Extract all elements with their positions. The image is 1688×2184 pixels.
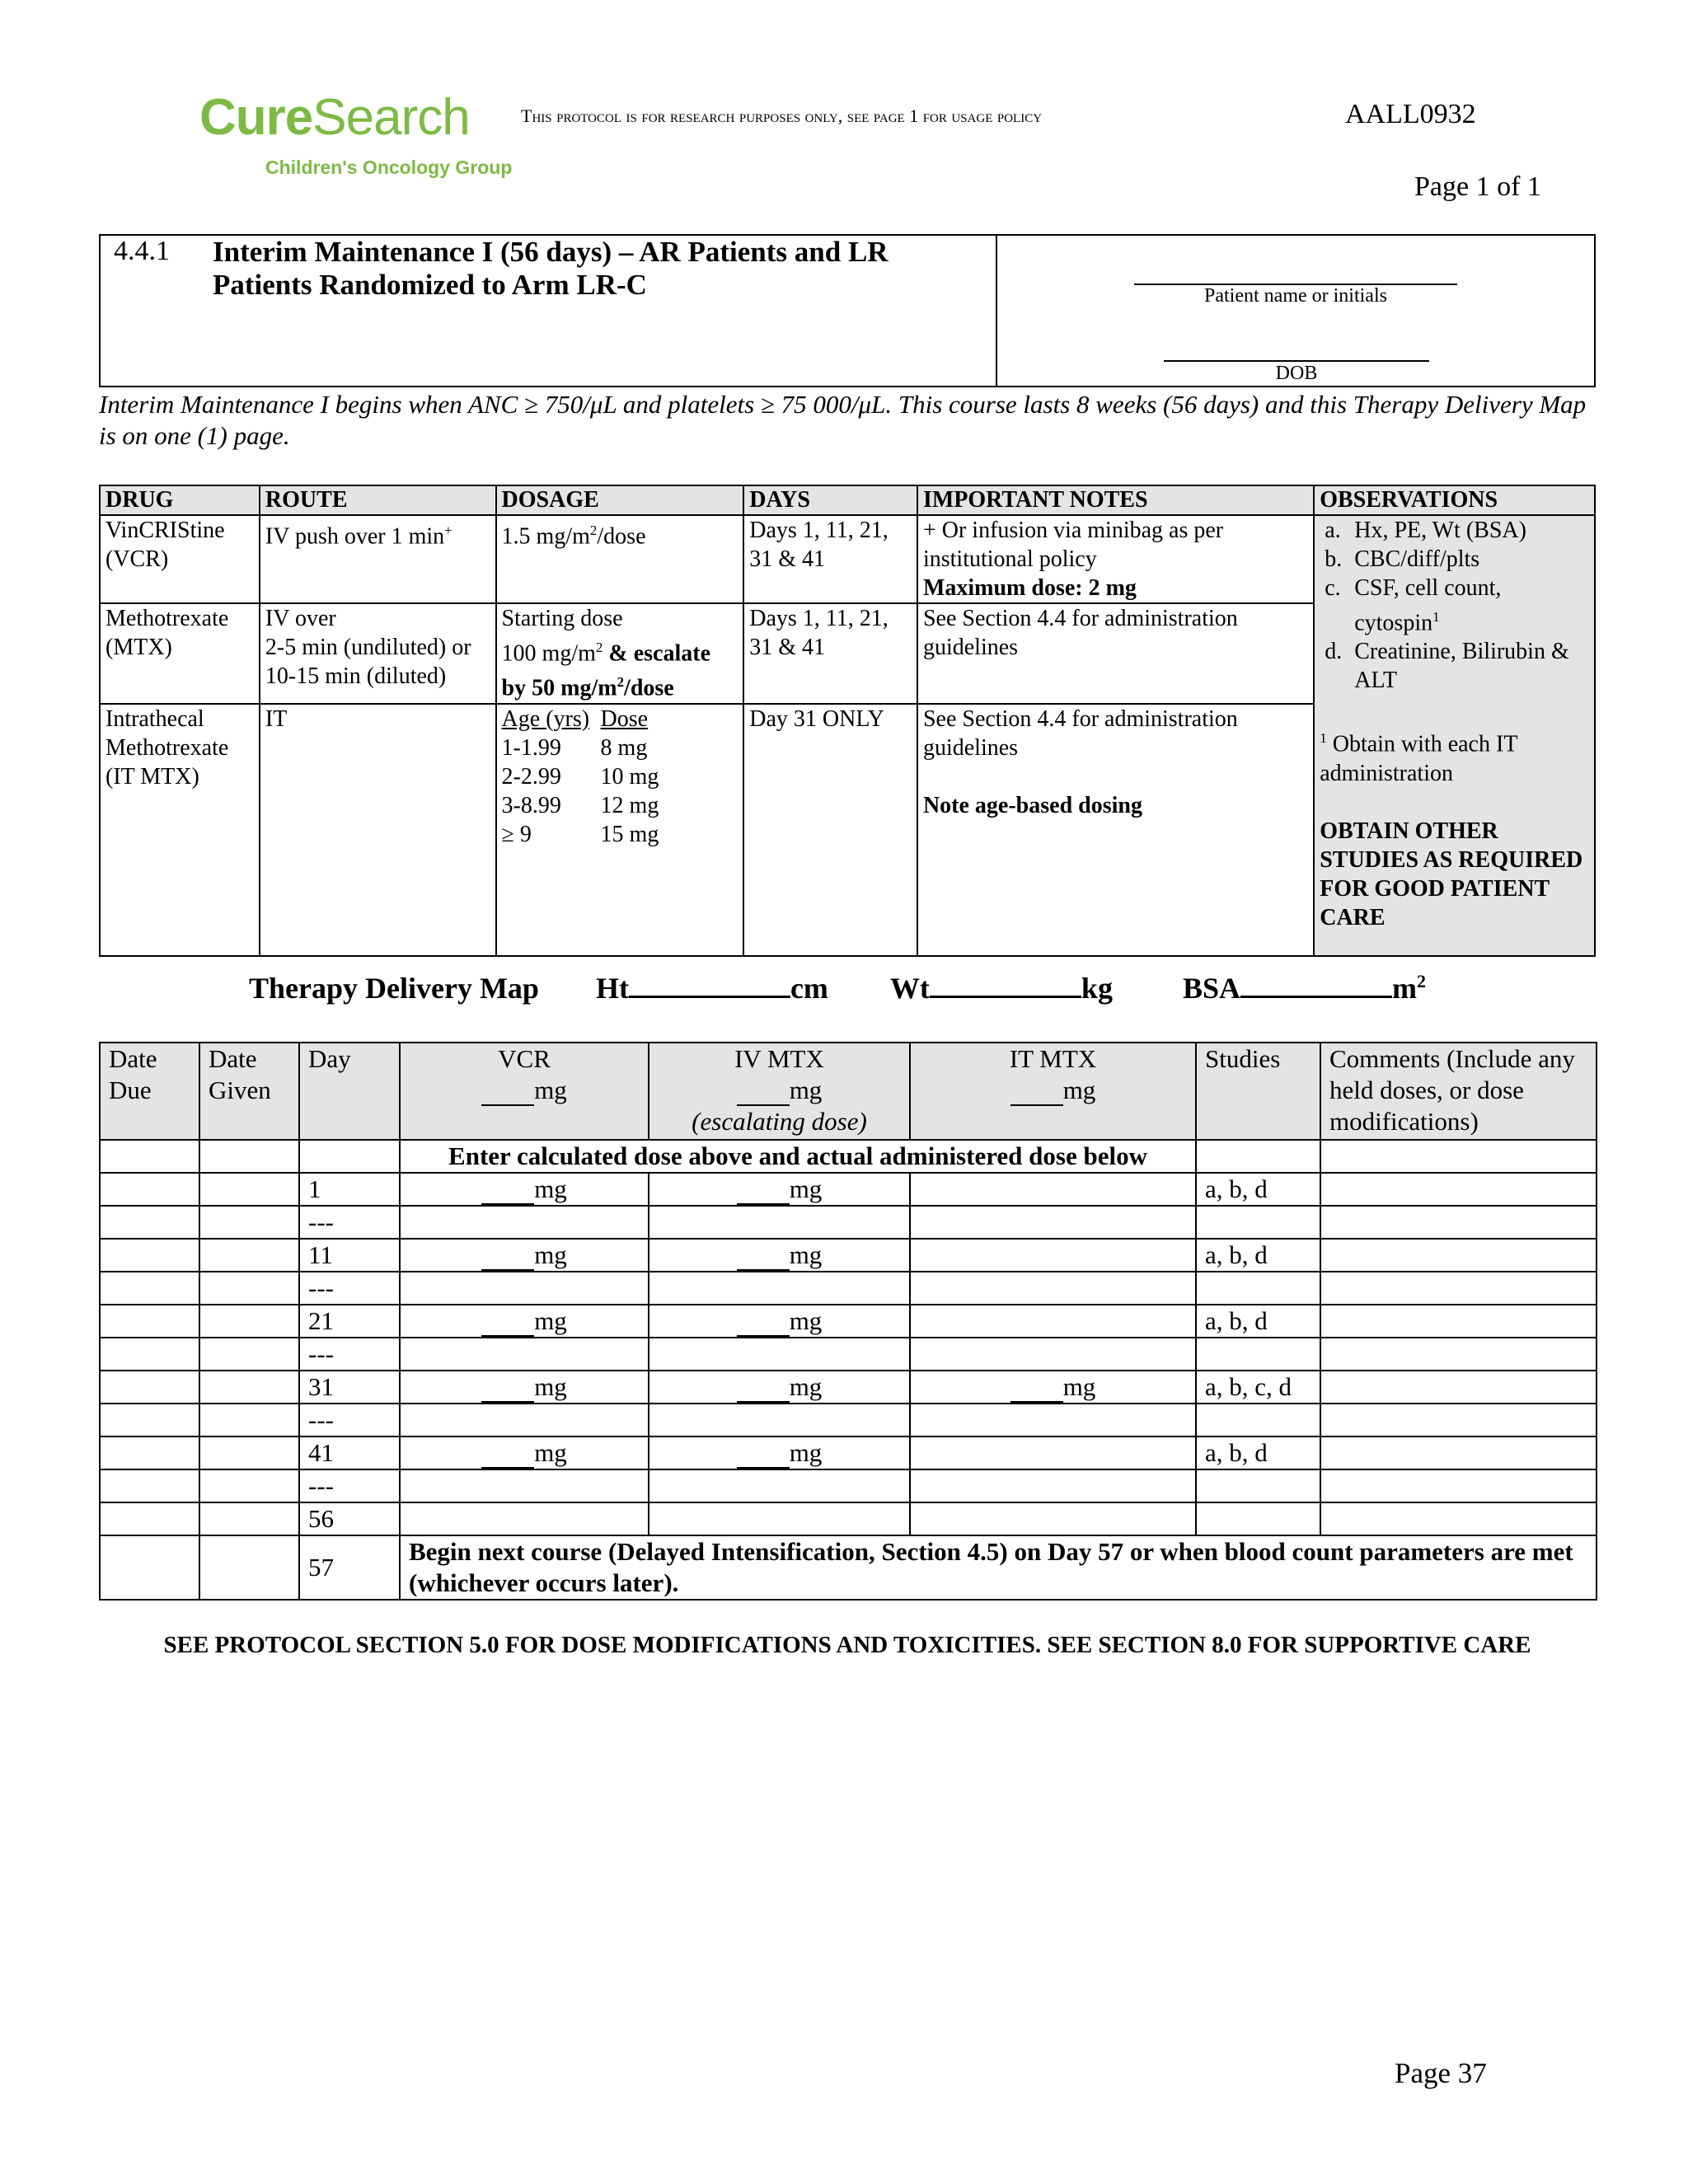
mtx-escalate: & escalate (603, 640, 710, 667)
ivmtx-cell[interactable] (649, 1371, 910, 1404)
drug-table-header (100, 485, 1595, 515)
comments-cell[interactable] (1320, 1239, 1597, 1272)
date-given-cell[interactable] (199, 1404, 299, 1436)
studies-cell (1196, 1206, 1320, 1239)
usage-notice: This protocol is for research purposes only, see page 1 for usage policy (521, 105, 1043, 126)
mg-unit: mg (789, 1174, 823, 1203)
map-row-day-31 (100, 1371, 1597, 1404)
mtx-drug-abbr: (MTX) (106, 635, 172, 660)
date-due-cell[interactable] (100, 1502, 199, 1535)
mtx-dose-sup: 2 (595, 640, 603, 655)
col-header-observations: OBSERVATIONS (1314, 485, 1595, 515)
col-header-dosage: DOSAGE (496, 485, 744, 515)
mg-unit: mg (789, 1306, 823, 1335)
bsa-label: BSA (1182, 972, 1240, 1005)
vcr-dose-blank[interactable] (481, 1081, 534, 1106)
vcr-max-dose: Maximum dose: 2 mg (922, 575, 1137, 601)
itmtx-age-note: Note age-based dosing (922, 792, 1142, 818)
observation-sup: 1 (1432, 609, 1440, 625)
mg-unit: mg (534, 1438, 567, 1467)
itmtx-dosage (496, 704, 744, 956)
date-due-cell[interactable] (100, 1272, 199, 1305)
map-row-spacer (100, 1272, 1597, 1305)
vcr-cell[interactable] (400, 1436, 649, 1469)
footnote-sup: 1 (1320, 730, 1327, 747)
col-vcr (400, 1043, 649, 1140)
day-cell: 41 (299, 1436, 400, 1469)
ivmtx-cell[interactable] (649, 1305, 910, 1338)
studies-cell (1196, 1140, 1320, 1173)
ivmtx-cell (649, 1338, 910, 1371)
studies-cell: a, b, d (1196, 1173, 1320, 1206)
date-given-cell[interactable] (199, 1239, 299, 1272)
date-due-cell[interactable] (100, 1305, 199, 1338)
mtx-dosage-line: Starting dose (501, 606, 623, 631)
instruction-text: Enter calculated dose above and actual administered dose below (400, 1140, 1196, 1173)
dose-header: Dose (600, 705, 649, 732)
comments-cell[interactable] (1320, 1338, 1597, 1371)
observation-mark: c. (1325, 575, 1341, 601)
escalating-note: (escalating dose) (692, 1107, 867, 1136)
observation-mark: d. (1325, 639, 1343, 665)
day-cell: 31 (299, 1371, 400, 1404)
observation-item (1320, 516, 1589, 545)
observation-mark: b. (1325, 546, 1343, 572)
map-row-day-21 (100, 1305, 1597, 1338)
mg-unit: mg (789, 1438, 823, 1467)
mtx-dosage-line (502, 668, 738, 702)
drug-row-vcr (100, 515, 1595, 603)
vcr-cell[interactable] (400, 1305, 649, 1338)
col-itmtx-label: IT MTX (1009, 1044, 1097, 1073)
observation-text: CSF, cell count, cytospin (1354, 575, 1502, 636)
itmtx-days: Day 31 ONLY (743, 704, 917, 956)
mtx-escalate-unit: /dose (624, 675, 674, 701)
date-due-cell[interactable] (100, 1239, 199, 1272)
dose-age: 2-2.99 (501, 763, 561, 790)
date-due-cell[interactable] (100, 1140, 199, 1173)
ivmtx-dose-blank[interactable] (737, 1081, 790, 1106)
next-course-text: Begin next course (Delayed Intensification, Section 4.5) on Day 57 or when blood count parameters are met (whichever occurs later). (400, 1535, 1597, 1600)
itmtx-notes (917, 704, 1314, 956)
dose-blank[interactable] (481, 1180, 534, 1205)
observation-mark: a. (1325, 518, 1341, 543)
comments-cell[interactable] (1320, 1436, 1597, 1469)
dose-blank[interactable] (737, 1378, 790, 1403)
map-row-spacer (100, 1338, 1597, 1371)
day-cell: --- (299, 1469, 400, 1502)
mg-unit: mg (789, 1240, 823, 1269)
comments-cell[interactable] (1320, 1173, 1597, 1206)
bsa-unit: m (1391, 972, 1417, 1005)
vcr-route-sup: + (444, 523, 452, 538)
day-cell: --- (299, 1404, 400, 1436)
itmtx-cell (910, 1239, 1196, 1272)
observation-item (1320, 637, 1589, 695)
ivmtx-cell (649, 1272, 910, 1305)
studies-cell: a, b, c, d (1196, 1371, 1320, 1404)
studies-cell (1196, 1338, 1320, 1371)
date-given-cell[interactable] (199, 1272, 299, 1305)
date-given-cell[interactable] (199, 1371, 299, 1404)
col-header-notes: IMPORTANT NOTES (917, 485, 1314, 515)
col-it-mtx (910, 1043, 1196, 1140)
mtx-route-line: 10-15 min (diluted) (265, 663, 447, 689)
col-date-due: Date Due (100, 1043, 199, 1140)
comments-cell[interactable] (1320, 1404, 1597, 1436)
dose-blank[interactable] (737, 1312, 790, 1337)
col-header-days: DAYS (743, 485, 917, 515)
day-cell (299, 1140, 400, 1173)
map-row-day-57 (100, 1535, 1597, 1600)
vcr-drug-abbr: (VCR) (106, 546, 169, 572)
observation-text: Creatinine, Bilirubin & ALT (1354, 639, 1569, 694)
dose-age: 1-1.99 (501, 734, 561, 761)
mg-unit: mg (534, 1076, 567, 1104)
observation-item (1320, 574, 1589, 637)
therapy-map-heading (249, 971, 1426, 1005)
vcr-cell (400, 1206, 649, 1239)
studies-cell (1196, 1272, 1320, 1305)
vcr-cell (400, 1404, 649, 1436)
intro-text: Interim Maintenance I begins when ANC ≥ 750/μL and platelets ≥ 75 000/μL. This course lasts 8 weeks (56 days) and this Therapy Delivery Map is on one (1) page. (99, 390, 1587, 450)
itmtx-cell (910, 1305, 1196, 1338)
vcr-drug (100, 515, 260, 603)
page-number: Page 37 (1395, 2057, 1487, 2089)
bsa-blank[interactable] (1240, 971, 1392, 998)
map-row-spacer (100, 1206, 1597, 1239)
col-vcr-label: VCR (498, 1044, 551, 1073)
bsa-field (1183, 971, 1426, 1005)
studies-cell (1196, 1404, 1320, 1436)
day-cell: --- (299, 1338, 400, 1371)
mg-unit: mg (534, 1240, 567, 1269)
itmtx-dose-grid (502, 705, 738, 849)
observations-list (1320, 516, 1589, 695)
dose-blank[interactable] (1010, 1378, 1063, 1403)
section-title: Interim Maintenance I (56 days) – AR Patients and LR Patients Randomized to Arm LR-C (213, 236, 889, 301)
weight-unit: kg (1081, 972, 1113, 1005)
itmtx-dose-blank[interactable] (1010, 1081, 1063, 1106)
ivmtx-cell[interactable] (649, 1436, 910, 1469)
drug-table (99, 485, 1596, 957)
comments-cell[interactable] (1320, 1206, 1597, 1239)
studies-cell: a, b, d (1196, 1305, 1320, 1338)
dose-blank[interactable] (481, 1378, 534, 1403)
dose-age: 3-8.99 (501, 792, 561, 818)
dose-amount: 8 mg (600, 734, 648, 761)
mtx-escalate-sup: 2 (617, 674, 625, 691)
comments-cell[interactable] (1320, 1371, 1597, 1404)
vcr-notes-text: + Or infusion via minibag as per institutional policy (922, 518, 1224, 572)
mg-unit: mg (1062, 1372, 1096, 1401)
day-cell: 11 (299, 1239, 400, 1272)
date-due-cell[interactable] (100, 1371, 199, 1404)
mtx-route-line: 2-5 min (undiluted) or (265, 635, 471, 660)
ivmtx-cell (649, 1206, 910, 1239)
date-given-cell[interactable] (199, 1502, 299, 1535)
mg-unit: mg (789, 1372, 823, 1401)
itmtx-cell (910, 1404, 1196, 1436)
date-due-cell[interactable] (100, 1469, 199, 1502)
mg-unit: mg (534, 1306, 567, 1335)
dose-age: ≥ 9 (501, 821, 532, 847)
patient-name-label: Patient name or initials (1204, 285, 1387, 307)
bsa-sup: 2 (1416, 971, 1426, 991)
ivmtx-cell[interactable] (649, 1239, 910, 1272)
mtx-route (260, 603, 496, 704)
itmtx-cell (910, 1173, 1196, 1206)
day-cell: --- (299, 1206, 400, 1239)
age-header: Age (yrs) (501, 705, 590, 732)
col-studies: Studies (1196, 1043, 1320, 1140)
vcr-dosage-sup: 2 (589, 523, 598, 538)
vcr-notes (917, 515, 1314, 603)
vcr-days: Days 1, 11, 21, 31 & 41 (743, 515, 917, 603)
day-cell: 56 (299, 1502, 400, 1535)
map-row-day-56 (100, 1502, 1597, 1535)
vcr-route (260, 515, 496, 603)
weight-label: Wt (889, 972, 930, 1005)
col-iv-mtx (649, 1043, 910, 1140)
footnote-text: Obtain with each IT administration (1320, 731, 1517, 786)
vcr-dosage-text: 1.5 mg/m (501, 523, 590, 550)
date-due-cell[interactable] (100, 1206, 199, 1239)
section-number: 4.4.1 (114, 236, 170, 266)
map-row-day-11 (100, 1239, 1597, 1272)
comments-cell[interactable] (1320, 1502, 1597, 1535)
date-due-cell[interactable] (100, 1436, 199, 1469)
map-row-day-41 (100, 1436, 1597, 1469)
vcr-cell[interactable] (400, 1371, 649, 1404)
vcr-dosage (496, 515, 744, 603)
col-comments: Comments (Include any held doses, or dose modifications) (1320, 1043, 1597, 1140)
dose-blank[interactable] (737, 1180, 790, 1205)
date-given-cell[interactable] (199, 1173, 299, 1206)
itmtx-cell (910, 1436, 1196, 1469)
mtx-days: Days 1, 11, 21, 31 & 41 (743, 603, 917, 704)
mtx-dose-value: 100 mg/m (501, 640, 596, 667)
itmtx-cell (910, 1338, 1196, 1371)
mtx-dosage (496, 603, 744, 704)
ivmtx-cell (649, 1502, 910, 1535)
map-row-spacer (100, 1404, 1597, 1436)
mtx-notes: See Section 4.4 for administration guidelines (917, 603, 1314, 704)
observation-text: Hx, PE, Wt (BSA) (1354, 518, 1526, 543)
mg-unit: mg (534, 1372, 567, 1401)
col-ivmtx-label: IV MTX (734, 1044, 824, 1073)
therapy-delivery-map-table (99, 1042, 1597, 1601)
date-given-cell[interactable] (199, 1469, 299, 1502)
vcr-drug-name: VinCRIStine (106, 518, 225, 543)
map-title: Therapy Delivery Map (249, 972, 539, 1005)
mtx-route-line: IV over (265, 606, 336, 631)
observations-cell (1314, 515, 1595, 956)
footer-note: SEE PROTOCOL SECTION 5.0 FOR DOSE MODIFICATIONS AND TOXICITIES. SEE SECTION 8.0 FOR SUPPORTIVE CARE (163, 1632, 1531, 1658)
mg-unit: mg (1062, 1076, 1096, 1104)
height-blank[interactable] (629, 971, 790, 998)
map-row-day-1 (100, 1173, 1597, 1206)
mg-unit: mg (789, 1076, 823, 1104)
itmtx-cell (910, 1469, 1196, 1502)
observation-text: CBC/diff/plts (1354, 546, 1480, 572)
ivmtx-cell (649, 1469, 910, 1502)
itmtx-notes-text: See Section 4.4 for administration guidelines (922, 705, 1238, 761)
day-cell: 21 (299, 1305, 400, 1338)
dose-amount: 10 mg (600, 763, 659, 790)
map-header-row (100, 1043, 1597, 1140)
col-header-route: ROUTE (260, 485, 496, 515)
vcr-cell[interactable] (400, 1239, 649, 1272)
dob-label: DOB (1275, 363, 1318, 384)
col-header-drug: DRUG (100, 485, 260, 515)
comments-cell[interactable] (1320, 1305, 1597, 1338)
height-field (596, 971, 828, 1005)
mtx-dosage-line (502, 633, 738, 668)
weight-blank[interactable] (930, 971, 1081, 998)
ivmtx-cell (649, 1404, 910, 1436)
vcr-dosage-unit: /dose (597, 523, 646, 550)
vcr-route-text: IV push over 1 min (265, 523, 445, 550)
itmtx-drug-line: Intrathecal (106, 705, 204, 732)
vcr-cell (400, 1338, 649, 1371)
dose-blank[interactable] (737, 1246, 790, 1271)
date-due-cell[interactable] (100, 1535, 199, 1600)
date-given-cell[interactable] (199, 1535, 299, 1600)
itmtx-cell[interactable] (910, 1371, 1196, 1404)
vcr-cell[interactable] (400, 1173, 649, 1206)
itmtx-cell (910, 1502, 1196, 1535)
dose-amount: 15 mg (600, 821, 659, 847)
protocol-id: AALL0932 (1345, 99, 1476, 129)
date-given-cell[interactable] (199, 1436, 299, 1469)
studies-cell (1196, 1469, 1320, 1502)
logo-subtitle: Children's Oncology Group (265, 157, 513, 178)
date-given-cell[interactable] (199, 1206, 299, 1239)
mtx-drug-name: Methotrexate (106, 606, 229, 631)
instruction-row (100, 1140, 1597, 1173)
page-label-top: Page 1 of 1 (1414, 171, 1541, 202)
dob-line[interactable] (1164, 360, 1429, 362)
itmtx-drug (100, 704, 260, 956)
observation-item (1320, 545, 1589, 574)
date-due-cell[interactable] (100, 1173, 199, 1206)
day-cell: --- (299, 1272, 400, 1305)
comments-cell[interactable] (1320, 1140, 1597, 1173)
date-given-cell[interactable] (199, 1305, 299, 1338)
ivmtx-cell[interactable] (649, 1173, 910, 1206)
itmtx-drug-line: (IT MTX) (106, 763, 199, 790)
weight-field (890, 971, 1113, 1005)
itmtx-drug-line: Methotrexate (106, 734, 229, 761)
studies-cell: a, b, d (1196, 1239, 1320, 1272)
date-due-cell[interactable] (100, 1404, 199, 1436)
studies-cell: a, b, d (1196, 1436, 1320, 1469)
logo-text-search: Search (312, 89, 470, 146)
date-given-cell[interactable] (199, 1338, 299, 1371)
mg-unit: mg (534, 1174, 567, 1203)
itmtx-cell (910, 1272, 1196, 1305)
vcr-cell (400, 1272, 649, 1305)
cure-search-logo (199, 89, 470, 146)
day-cell: 57 (299, 1535, 400, 1600)
vcr-cell (400, 1469, 649, 1502)
col-date-given: Date Given (199, 1043, 299, 1140)
dose-blank[interactable] (481, 1312, 534, 1337)
date-due-cell[interactable] (100, 1338, 199, 1371)
dose-blank[interactable] (481, 1246, 534, 1271)
height-unit: cm (790, 972, 828, 1005)
observation-footnote (1320, 724, 1589, 787)
studies-cell (1196, 1502, 1320, 1535)
itmtx-cell (910, 1206, 1196, 1239)
comments-cell[interactable] (1320, 1272, 1597, 1305)
itmtx-route: IT (260, 704, 496, 956)
observation-bold-note: OBTAIN OTHER STUDIES AS REQUIRED FOR GOOD PATIENT CARE (1320, 818, 1583, 930)
mtx-drug (100, 603, 260, 704)
map-row-spacer (100, 1469, 1597, 1502)
dose-blank[interactable] (737, 1444, 790, 1469)
height-label: Ht (595, 972, 629, 1005)
dose-amount: 12 mg (600, 792, 659, 818)
mtx-escalate-step: by 50 mg/m (501, 675, 617, 701)
col-day: Day (299, 1043, 400, 1140)
title-box-divider (996, 234, 997, 387)
date-given-cell[interactable] (199, 1140, 299, 1173)
day-cell: 1 (299, 1173, 400, 1206)
comments-cell[interactable] (1320, 1469, 1597, 1502)
dose-blank[interactable] (481, 1444, 534, 1469)
logo-text-cure: Cure (199, 89, 313, 146)
vcr-cell (400, 1502, 649, 1535)
